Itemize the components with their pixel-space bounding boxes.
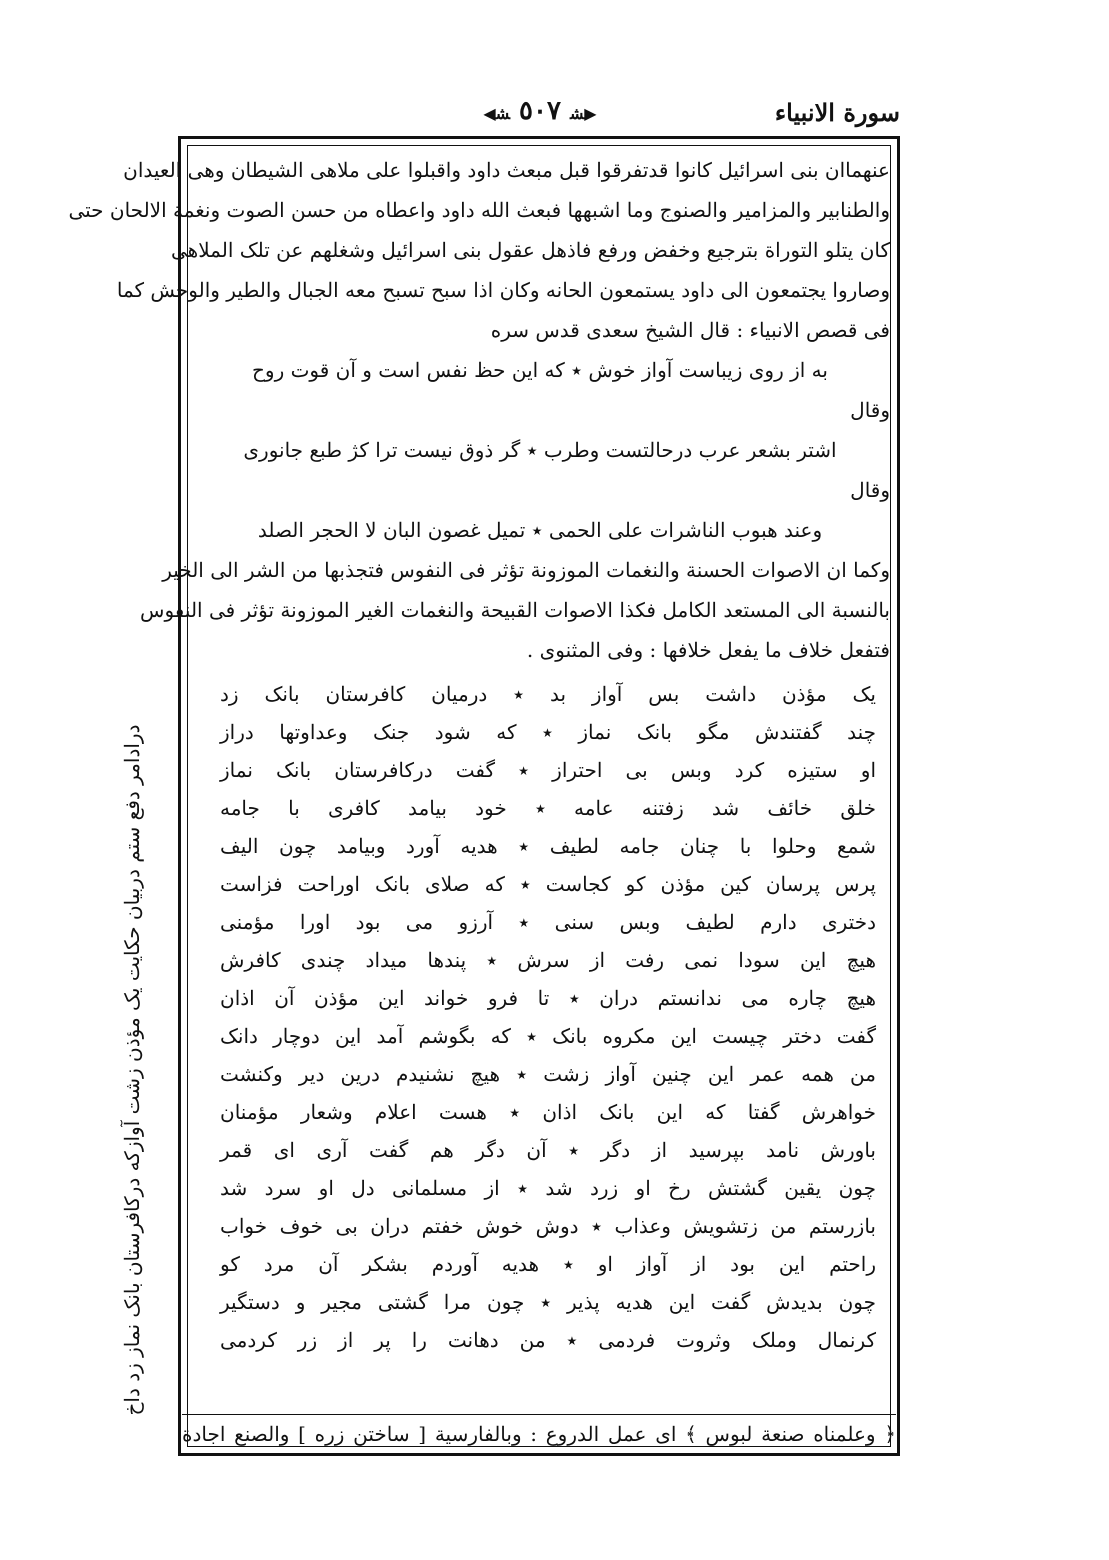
surah-title: سورة الانبياء	[774, 98, 900, 127]
ornament-left-icon: ◀ﺸ	[483, 104, 585, 123]
poem-couplet: بازرستم من زتشویش وعذاب ٭ دوش خوش خفتم دران بی خوف خواب	[220, 1214, 876, 1238]
poem-couplet: کرنمال وملک وثروت فردمی ٭ من دهانت را پر از زر کردمی	[220, 1328, 876, 1352]
prose-line: وصاروا یجتمعون الی داود یستمعون الحانه وکان اذا سبح تسبح معه الجبال والطیر والوحش کما	[116, 278, 890, 302]
running-header	[180, 96, 900, 136]
poem-couplet: باورش نامد بپرسید از دگر ٭ آن دگر هم گفت آری ای قمر	[220, 1138, 876, 1162]
prose-line: وکما ان الاصوات الحسنة والنغمات الموزونة تؤثر فی النفوس فتجذبها من الشر الی الخیر	[162, 558, 890, 582]
masnavi-poem	[190, 674, 890, 1358]
quran-verse-commentary-line: ﴿ وعلمناه صنعة لبوس ﴾ ای عمل الدروع : وبالفارسیة [ ساختن زره ] والصنع اجادة	[182, 1414, 896, 1451]
page-number: ٥٠٧	[519, 96, 561, 126]
poem-couplet: گفت دختر چیست این مکروه بانک ٭ که بگوشم آمد این دوچار دانک	[220, 1024, 876, 1048]
poem-couplet: یک مؤذن داشت بس آواز بد ٭ درمیان کافرستان بانک زد	[220, 682, 876, 706]
poem-couplet: من همه عمر این چنین آواز زشت ٭ هیچ نشنیدم درین دیر وکنشت	[220, 1062, 876, 1086]
verse-line: وعند هبوب الناشرات علی الحمی ٭ تمیل غصون البان لا الحجر الصلد	[257, 518, 823, 542]
prose-line: والطنابیر والمزامیر والصنوج وما اشبهها فبعث الله داود واعطاه من حسن الصوت ونغمة الالحان حتی	[68, 198, 890, 222]
ornament-right-icon: ﺸ▶	[495, 104, 597, 123]
poem-couplet: شمع وحلوا با چنان جامه لطیف ٭ هدیه آورد وبیامد چون الیف	[220, 834, 876, 858]
quote-label: وقال	[850, 478, 890, 502]
prose-line: فی قصص الانبیاء : قال الشیخ سعدی قدس سره	[490, 318, 890, 342]
prose-line: فتفعل خلاف ما یفعل خلافها : وفی المثنوی .	[526, 638, 890, 662]
poem-couplet: خلق خائف شد زفتنه عامه ٭ خود بیامد کافری با جامه	[220, 796, 876, 820]
prose-line: کان یتلو التوراة بترجیع وخفض ورفع فاذهل عقول بنی اسرائیل وشغلهم عن تلک الملاهی	[171, 238, 890, 262]
quote-label: وقال	[850, 398, 890, 422]
prose-line: بالنسبة الی المستعد الکامل فکذا الاصوات القبیحة والنغمات الغیر الموزونة تؤثر فی النفوس	[140, 598, 890, 622]
poem-couplet: راحتم این بود از آواز او ٭ هدیه آوردم بشکر آن مرد کو	[220, 1252, 876, 1276]
poem-couplet: چون بدیدش گفت این هدیه پذیر ٭ چون مرا گشتی مجیر و دستگیر	[220, 1290, 876, 1314]
poem-couplet: خواهرش گفتا که این بانک اذان ٭ هست اعلام وشعار مؤمنان	[220, 1100, 876, 1124]
poem-couplet: پرس پرسان کین مؤذن کو کجاست ٭ که صلای بانک اوراحت فزاست	[220, 872, 876, 896]
margin-note: درادامر دفع ستم دربیان حکایت یک مؤذن زشت آوازکه درکافرستان بانک نماز زد داخ	[120, 724, 144, 1416]
poem-couplet: دختری دارم لطیف وبس سنی ٭ آرزو می بود اورا مؤمنی	[220, 910, 876, 934]
poem-couplet: او ستیزه کرد وبس بی احتراز ٭ گفت درکافرستان بانک نماز	[220, 758, 876, 782]
page-number-group	[483, 96, 596, 126]
verse-line: به از روی زیباست آواز خوش ٭ که این حظ نفس است و آن قوت روح	[252, 358, 828, 382]
poem-couplet: هیچ این سودا نمی رفت از سرش ٭ پندها میداد چندی کافرش	[220, 948, 876, 972]
poem-couplet: هیچ چاره می ندانستم دران ٭ تا فرو خواند این مؤذن آن اذان	[220, 986, 876, 1010]
prose-line: عنهماان بنی اسرائیل کانوا قدتفرقوا قبل مبعث داود واقبلوا علی ملاهی الشیطان وهی العیدان	[123, 158, 890, 182]
poem-couplet: چند گفتندش مگو بانک نماز ٭ که شود جنک وعداوتها دراز	[220, 720, 876, 744]
verse-line: اشتر بشعر عرب درحالتست وطرب ٭ گر ذوق نیست ترا کژ طبع جانوری	[243, 438, 837, 462]
poem-couplet: چون یقین گشتش رخ او زرد شد ٭ از مسلمانی دل او سرد شد	[220, 1176, 876, 1200]
